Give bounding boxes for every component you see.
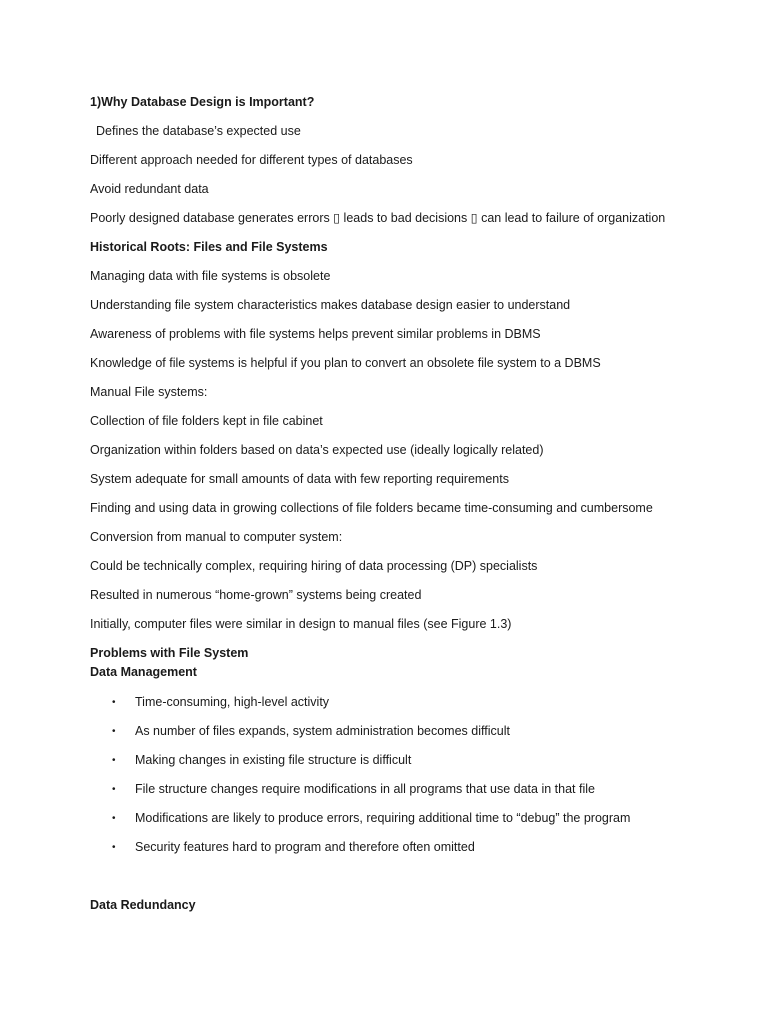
bullet-text: Security features hard to program and therefore often omitted [135,840,475,854]
heading-problems-file-system: Problems with File System [90,646,249,660]
paragraph-initially: Initially, computer files were similar in design to manual files (see Figure 1.3) [90,617,512,631]
paragraph-collection: Collection of file folders kept in file cabinet [90,414,323,428]
bullet-item [112,752,411,769]
paragraph-system-adequate: System adequate for small amounts of data with few reporting requirements [90,472,509,486]
bullet-text: As number of files expands, system administration becomes difficult [135,724,510,738]
bullet-item [112,839,475,856]
paragraph-conversion: Conversion from manual to computer system: [90,530,343,544]
bullet-text: Making changes in existing file structure is difficult [135,753,412,767]
bullet-icon: • [112,697,116,708]
paragraph-poorly-designed: Poorly designed database generates errors ▯ leads to bad decisions ▯ can lead to failure of organization [90,211,666,225]
bullet-text: File structure changes require modifications in all programs that use data in that file [135,782,595,796]
paragraph-understanding: Understanding file system characteristics makes database design easier to understand [90,298,571,312]
paragraph-organization: Organization within folders based on data’s expected use (ideally logically related) [90,443,544,457]
paragraph-knowledge: Knowledge of file systems is helpful if you plan to convert an obsolete file system to a DBMS [90,356,601,370]
bullet-item [112,723,510,740]
bullet-item [112,781,595,798]
bullet-text: Modifications are likely to produce errors, requiring additional time to “debug” the program [135,811,631,825]
paragraph-defines-use: Defines the database’s expected use [96,124,301,138]
bullet-item [112,694,329,711]
heading-data-management: Data Management [90,665,197,679]
paragraph-different-approach: Different approach needed for different types of databases [90,153,413,167]
paragraph-finding-data: Finding and using data in growing collections of file folders became time-consuming and cumbersome [90,501,653,515]
bullet-text: Time-consuming, high-level activity [135,695,330,709]
paragraph-awareness: Awareness of problems with file systems helps prevent similar problems in DBMS [90,327,541,341]
bullet-icon: • [112,842,116,853]
paragraph-file-systems-obsolete: Managing data with file systems is obsolete [90,269,331,283]
paragraph-avoid-redundant: Avoid redundant data [90,182,209,196]
bullet-icon: • [112,755,116,766]
bullet-icon: • [112,784,116,795]
bullet-icon: • [112,726,116,737]
bullet-item [112,810,630,827]
bullet-icon: • [112,813,116,824]
paragraph-technically-complex: Could be technically complex, requiring hiring of data processing (DP) specialists [90,559,538,573]
paragraph-home-grown: Resulted in numerous “home-grown” systems being created [90,588,422,602]
paragraph-manual-file-systems: Manual File systems: [90,385,208,399]
heading-historical-roots: Historical Roots: Files and File Systems [90,240,328,254]
heading-data-redundancy: Data Redundancy [90,898,196,912]
heading-why-database-design: 1)Why Database Design is Important? [90,95,315,109]
